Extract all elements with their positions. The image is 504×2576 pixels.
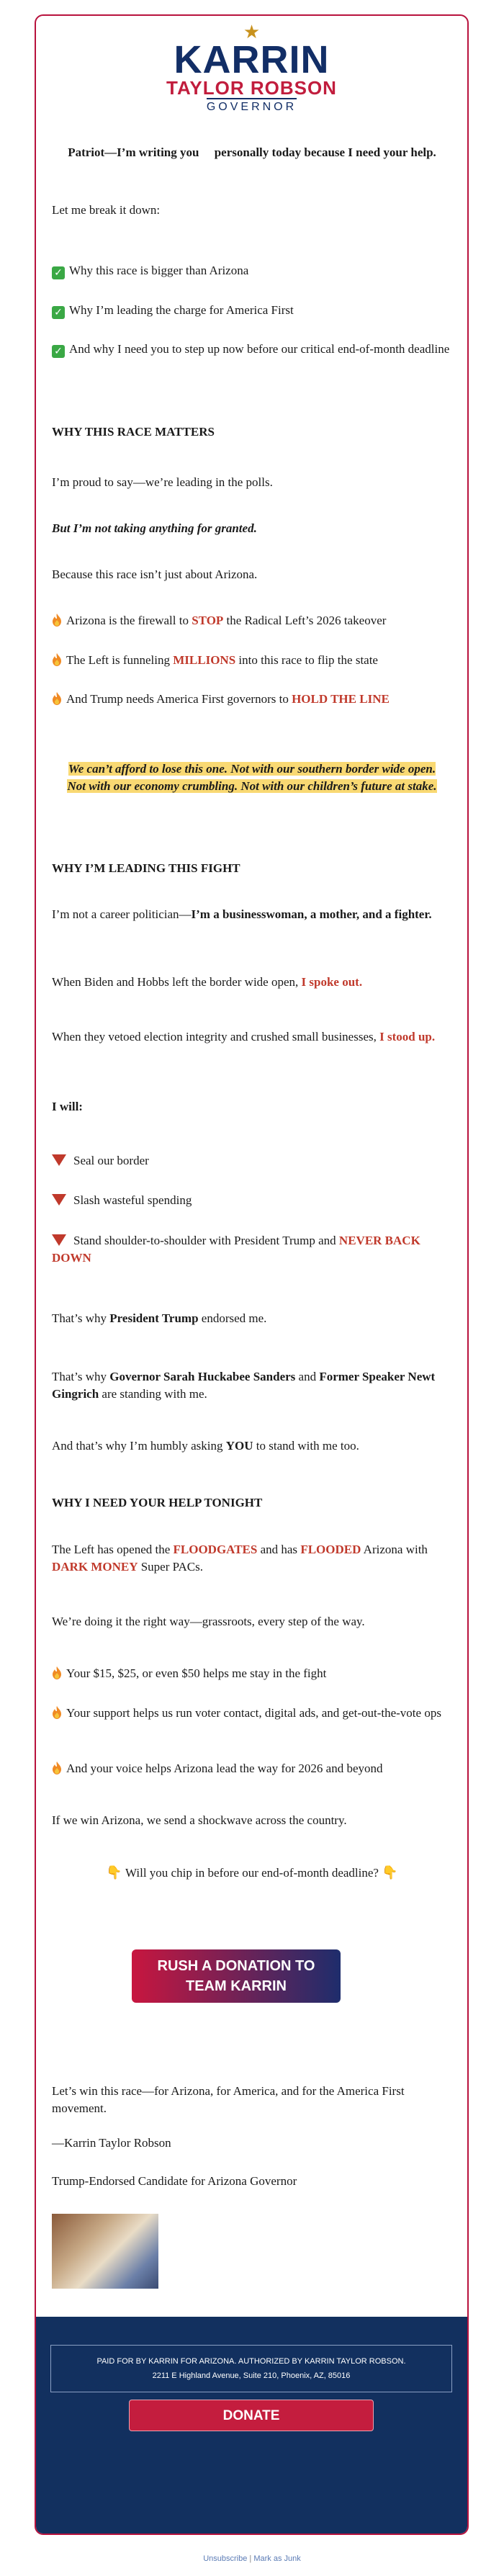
fire-item (52, 652, 455, 669)
polls-text: I’m proud to say—we’re leading in the polls. (52, 475, 273, 489)
gov-e: are standing with me. (99, 1387, 207, 1401)
check-icon: ✓ (52, 266, 65, 279)
win-text: Let’s win this race—for Arizona, for America, and for the America First movement. (52, 2084, 405, 2115)
fire-text: And Trump needs America First governors to (66, 692, 292, 706)
humbly-a: And that’s why I’m humbly asking (52, 1439, 226, 1453)
will-emphasis: NEVER BACK DOWN (52, 1234, 420, 1265)
check-text: And why I need you to step up now before our critical end-of-month deadline (69, 342, 450, 356)
governor-text (52, 1368, 455, 1403)
fire-icon (52, 1706, 62, 1719)
will-item (52, 1192, 455, 1209)
red-triangle-icon (52, 1154, 66, 1166)
campaign-logo (36, 16, 467, 124)
logo-name: KARRIN (174, 38, 330, 81)
flood-a: The Left has opened the (52, 1543, 174, 1556)
rush-donation-button[interactable]: RUSH A DONATION TO TEAM KARRIN (132, 1949, 341, 2003)
shockwave-text: If we win Arizona, we send a shockwave across the country. (52, 1813, 347, 1827)
flood-b: FLOODGATES (173, 1543, 258, 1556)
veto-b: I stood up. (379, 1030, 436, 1044)
fire-text: Your $15, $25, or even $50 helps me stay in the fight (66, 1666, 327, 1680)
will-item (52, 1232, 455, 1267)
granted-text: But I’m not taking anything for granted. (52, 521, 257, 535)
fire-item (52, 1665, 455, 1682)
will-text: Stand shoulder-to-shoulder with President Trump and (73, 1234, 339, 1247)
check-icon: ✓ (52, 345, 65, 358)
fire-text: The Left is funneling (66, 653, 174, 667)
fire-icon (52, 1762, 62, 1774)
border-b: I spoke out. (301, 975, 363, 989)
check-item (52, 262, 455, 279)
fire-item (52, 612, 455, 629)
paid-line2: 2211 E Highland Avenue, Suite 210, Phoenix, AZ, 85016 (152, 2371, 351, 2380)
fire-emphasis: STOP (192, 614, 224, 627)
will-text: Seal our border (73, 1154, 149, 1167)
signature-name: —Karrin Taylor Robson (52, 2136, 171, 2150)
flood-d: FLOODED (300, 1543, 361, 1556)
trump-a: That’s why (52, 1311, 110, 1325)
intro-part2: personally today because I need your help. (214, 145, 436, 159)
fire-text: Arizona is the firewall to (66, 614, 192, 627)
heading-race-matters: WHY THIS RACE MATTERS (52, 425, 215, 439)
chip-text: Will you chip in before our end-of-month deadline? (125, 1866, 379, 1880)
intro-part1: Patriot—I’m writing you (68, 145, 199, 159)
grassroots-text: We’re doing it the right way—grassroots, every step of the way. (52, 1615, 365, 1628)
will-text: Slash wasteful spending (73, 1193, 192, 1207)
highlight-text: We can’t afford to lose this one. Not with our southern border wide open. Not with our economy crumbling. Not with our children’s future at stake. (67, 762, 437, 793)
fire-text: And your voice helps Arizona lead the way for 2026 and beyond (66, 1762, 383, 1775)
red-triangle-icon (52, 1194, 66, 1206)
fire-item (52, 691, 455, 708)
pointing-down-icon: 👇 (382, 1865, 398, 1880)
candidate-photo (52, 2214, 158, 2289)
flood-g: Super PACs. (138, 1560, 204, 1574)
logo-surname: TAYLOR ROBSON (166, 77, 337, 99)
gov-d: Former Speaker Newt Gingrich (52, 1370, 436, 1401)
trump-text (52, 1310, 455, 1327)
unsubscribe-bar: Unsubscribe | Mark as Junk (203, 2554, 301, 2563)
paid-line1: PAID FOR BY KARRIN FOR ARIZONA. AUTHORIZED BY KARRIN TAYLOR ROBSON. (96, 2357, 406, 2366)
email-card (35, 14, 469, 2535)
humbly-b: YOU (225, 1439, 253, 1453)
veto-a: When they vetoed election integrity and crushed small businesses, (52, 1030, 380, 1044)
unsubscribe-link[interactable]: Unsubscribe (203, 2554, 248, 2563)
i-will-text: I will: (52, 1100, 83, 1113)
chip-in-text (36, 1864, 468, 1882)
fire-icon (52, 1666, 62, 1679)
check-item (52, 341, 455, 358)
donate-button[interactable]: DONATE (129, 2400, 374, 2431)
fire-text: Your support helps us run voter contact, digital ads, and get-out-the-vote ops (66, 1706, 441, 1720)
check-icon: ✓ (52, 306, 65, 319)
humbly-c: to stand with me too. (253, 1439, 359, 1453)
gov-a: That’s why (52, 1370, 110, 1383)
fire-item (52, 1760, 455, 1777)
star-icon: ★ (243, 22, 261, 42)
fire-text: into this race to flip the state (235, 653, 378, 667)
intro-line (36, 144, 468, 161)
fire-emphasis: MILLIONS (173, 653, 236, 667)
flood-text (52, 1541, 455, 1576)
career-text (52, 906, 455, 923)
career-b: I’m a businesswoman, a mother, and a fighter. (191, 907, 432, 921)
flood-f: DARK MONEY (52, 1560, 138, 1574)
border-text (52, 974, 455, 991)
red-triangle-icon (52, 1234, 66, 1246)
mark-as-junk-link[interactable]: Mark as Junk (253, 2554, 301, 2563)
logo-office: GOVERNOR (207, 98, 297, 114)
career-a: I’m not a career politician— (52, 907, 192, 921)
gov-b: Governor Sarah Huckabee Sanders (109, 1370, 296, 1383)
highlight-block (65, 760, 439, 795)
check-item (52, 302, 455, 319)
flood-c: and has (257, 1543, 301, 1556)
pointing-down-icon: 👇 (106, 1865, 122, 1880)
veto-text (52, 1028, 455, 1046)
paid-for-box (50, 2345, 452, 2392)
check-text: Why this race is bigger than Arizona (69, 264, 249, 277)
fire-icon (52, 653, 62, 666)
gov-c: and (295, 1370, 320, 1383)
flood-e: Arizona with (361, 1543, 428, 1556)
fire-icon (52, 614, 62, 627)
will-item (52, 1152, 455, 1170)
fire-item (52, 1705, 455, 1722)
heading-help-tonight: WHY I NEED YOUR HELP TONIGHT (52, 1496, 263, 1509)
breakdown-text: Let me break it down: (52, 203, 161, 217)
signature-title: Trump-Endorsed Candidate for Arizona Governor (52, 2174, 297, 2188)
border-a: When Biden and Hobbs left the border wide open, (52, 975, 302, 989)
heading-leading-fight: WHY I’M LEADING THIS FIGHT (52, 861, 240, 875)
about-text: Because this race isn’t just about Arizona. (52, 567, 258, 581)
trump-c: endorsed me. (198, 1311, 267, 1325)
check-text: Why I’m leading the charge for America First (69, 303, 294, 317)
trump-b: President Trump (109, 1311, 199, 1325)
fire-emphasis: HOLD THE LINE (292, 692, 390, 706)
humbly-text (52, 1437, 455, 1455)
fire-icon (52, 692, 62, 705)
fire-text: the Radical Left’s 2026 takeover (223, 614, 387, 627)
